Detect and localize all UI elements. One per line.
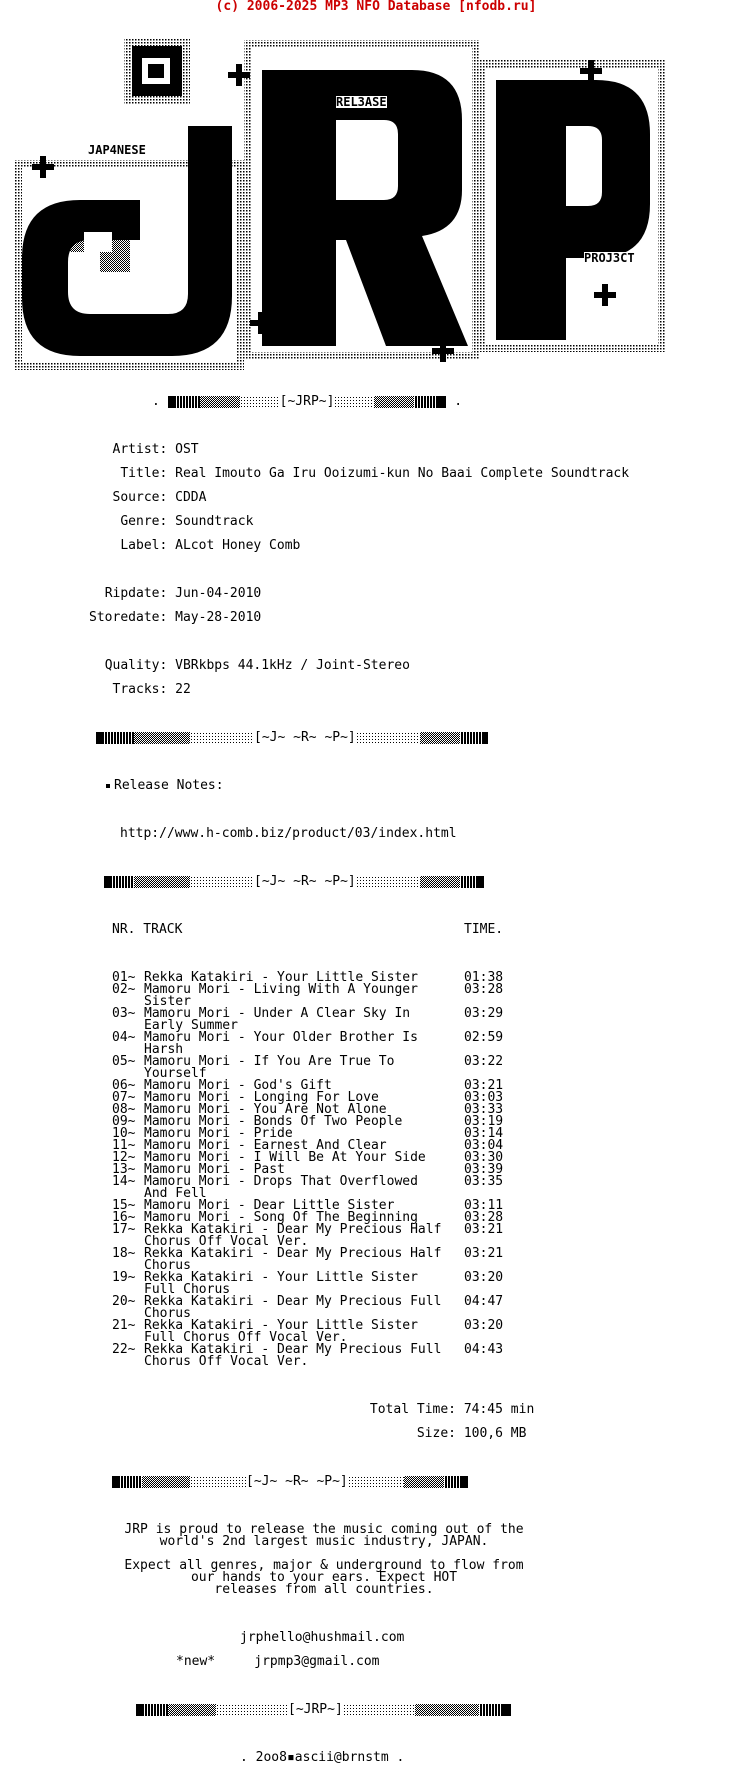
new-label: *new* <box>176 1654 216 1669</box>
track-number: 22~ <box>112 1342 136 1357</box>
track-row <box>0 1176 648 1188</box>
divider-tag: [~J~ ~R~ ~P~] <box>254 874 356 889</box>
release-notes-url[interactable]: http://www.h-comb.biz/product/03/index.html <box>120 826 457 841</box>
track-row <box>0 1032 648 1044</box>
divider-tag: [~J~ ~R~ ~P~] <box>254 730 356 745</box>
nfo-body <box>0 396 648 1776</box>
track-number: 05~ <box>112 1054 136 1069</box>
email-1[interactable]: jrphello@hushmail.com <box>240 1630 405 1645</box>
track-row <box>0 1344 648 1356</box>
track-time: 03:20 <box>464 1318 504 1333</box>
track-time: 03:21 <box>464 1246 504 1261</box>
track-title: Rekka Katakiri - Your Little Sister <box>144 1318 418 1333</box>
track-row <box>0 1272 648 1284</box>
divider-tag: [~JRP~] <box>288 1702 343 1717</box>
track-number: 15~ <box>112 1198 136 1213</box>
track-title: Mamoru Mori - Drops That Overflowed <box>144 1174 418 1189</box>
track-title: Mamoru Mori - Under A Clear Sky In <box>144 1006 411 1021</box>
track-time: 03:33 <box>464 1102 504 1117</box>
track-number: 03~ <box>112 1006 136 1021</box>
divider-tag: [~JRP~] <box>279 394 335 409</box>
track-title: Chorus <box>144 1306 191 1321</box>
track-title: Rekka Katakiri - Dear My Precious Half <box>144 1246 442 1261</box>
track-title: Yourself <box>144 1066 207 1081</box>
track-title: Mamoru Mori - Song Of The Beginning <box>144 1210 418 1225</box>
nfodb-header: (c) 2006-2025 MP3 NFO Database [nfodb.ru] <box>215 0 537 14</box>
info-tracks: Tracks: 22 <box>112 682 191 697</box>
track-title: Chorus <box>144 1258 191 1273</box>
track-number: 02~ <box>112 982 136 997</box>
info-storedate: Storedate: May-28-2010 <box>89 610 262 625</box>
track-time: 04:43 <box>464 1342 504 1357</box>
track-number: 19~ <box>112 1270 136 1285</box>
track-title: Mamoru Mori - Living With A Younger <box>144 982 418 997</box>
track-number: 09~ <box>112 1114 136 1129</box>
track-number: 21~ <box>112 1318 136 1333</box>
track-title: Mamoru Mori - Dear Little Sister <box>144 1198 395 1213</box>
about-line: our hands to your ears. Expect HOT <box>190 1570 458 1585</box>
track-title: Mamoru Mori - Bonds Of Two People <box>144 1114 403 1129</box>
info-artist: Artist: OST <box>112 442 199 457</box>
track-title: Harsh <box>144 1042 184 1057</box>
top-divider: . [~JRP~] . <box>152 394 463 409</box>
track-title: Mamoru Mori - Past <box>144 1162 285 1177</box>
logo-letter-j <box>14 126 244 370</box>
track-row <box>0 1008 648 1020</box>
track-time: 03:35 <box>464 1174 504 1189</box>
track-title: Rekka Katakiri - Dear My Precious Full <box>144 1342 442 1357</box>
track-row <box>0 1152 648 1164</box>
about-line: Expect all genres, major & underground to flow from <box>124 1558 524 1573</box>
footer-credit: 2oo8▪ascii@brnstm <box>255 1750 389 1765</box>
track-title: Mamoru Mori - Your Older Brother Is <box>144 1030 418 1045</box>
bottom-divider <box>0 1704 648 1716</box>
track-number: 08~ <box>112 1102 136 1117</box>
track-number: 06~ <box>112 1078 136 1093</box>
track-row <box>0 1296 648 1308</box>
info-genre: Genre: Soundtrack <box>120 514 254 529</box>
track-time: 03:03 <box>464 1090 504 1105</box>
track-number: 17~ <box>112 1222 136 1237</box>
track-title: Mamoru Mori - Pride <box>144 1126 293 1141</box>
track-time: 02:59 <box>464 1030 504 1045</box>
track-number: 12~ <box>112 1150 136 1165</box>
info-title: Title: Real Imouto Ga Iru Ooizumi-kun No Baai Complete Soundtrack <box>120 466 630 481</box>
about-line <box>0 1548 648 1560</box>
jrp-logo <box>0 0 752 392</box>
track-time: 03:04 <box>464 1138 504 1153</box>
track-title: Mamoru Mori - I Will Be At Your Side <box>144 1150 426 1165</box>
track-title: Chorus Off Vocal Ver. <box>144 1354 309 1369</box>
track-time: 03:11 <box>464 1198 504 1213</box>
track-time: 03:22 <box>464 1054 504 1069</box>
track-number: 01~ <box>112 970 136 985</box>
logo-word-release: REL3ASE <box>336 95 387 109</box>
track-title: Mamoru Mori - You Are Not Alone <box>144 1102 387 1117</box>
track-title: Mamoru Mori - If You Are True To <box>144 1054 395 1069</box>
logo-j-dot <box>124 38 190 104</box>
track-title: Chorus Off Vocal Ver. <box>144 1234 309 1249</box>
info-ripdate: Ripdate: Jun-04-2010 <box>104 586 262 601</box>
track-row-continuation <box>0 1356 648 1368</box>
about-line: JRP is proud to release the music coming out of the <box>124 1522 524 1537</box>
track-title: Full Chorus Off Vocal Ver. <box>144 1330 348 1345</box>
track-row <box>0 1224 648 1236</box>
release-notes-heading: Release Notes: <box>0 780 648 792</box>
track-time: 03:39 <box>464 1162 504 1177</box>
track-time: 03:21 <box>464 1078 504 1093</box>
track-title: Mamoru Mori - Earnest And Clear <box>144 1138 387 1153</box>
track-title: Full Chorus <box>144 1282 231 1297</box>
track-number: 11~ <box>112 1138 136 1153</box>
total-time-row: Total Time: 74:45 min <box>369 1402 535 1417</box>
bullet-square-icon <box>106 784 110 788</box>
track-number: 16~ <box>112 1210 136 1225</box>
track-time: 03:29 <box>464 1006 504 1021</box>
track-title: Rekka Katakiri - Your Little Sister <box>144 970 418 985</box>
track-time: 03:14 <box>464 1126 504 1141</box>
divider-tag: [~J~ ~R~ ~P~] <box>246 1474 348 1489</box>
track-time: 01:38 <box>464 970 504 985</box>
tracklist <box>0 972 648 1368</box>
about-line: releases from all countries. <box>214 1582 434 1597</box>
about-text <box>0 1524 648 1596</box>
section-divider-3 <box>0 1476 648 1488</box>
section-divider-1 <box>0 732 648 744</box>
email-2[interactable]: jrpmp3@gmail.com <box>254 1654 380 1669</box>
track-number: 13~ <box>112 1162 136 1177</box>
track-time: 04:47 <box>464 1294 504 1309</box>
track-time: 03:28 <box>464 1210 504 1225</box>
footer-credit-row: . 2oo8▪ascii@brnstm . <box>240 1750 405 1765</box>
track-time: 03:28 <box>464 982 504 997</box>
track-title: Rekka Katakiri - Dear My Precious Full <box>144 1294 442 1309</box>
track-time: 03:19 <box>464 1114 504 1129</box>
track-number: 18~ <box>112 1246 136 1261</box>
track-time: 03:30 <box>464 1150 504 1165</box>
size-row: Size: 100,6 MB <box>416 1426 527 1441</box>
track-row <box>0 1248 648 1260</box>
tracklist-header: NR. TRACK TIME. <box>112 922 504 937</box>
track-title: Rekka Katakiri - Your Little Sister <box>144 1270 418 1285</box>
info-quality: Quality: VBRkbps 44.1kHz / Joint-Stereo <box>104 658 410 673</box>
track-number: 20~ <box>112 1294 136 1309</box>
section-divider-2 <box>0 876 648 888</box>
track-time: 03:20 <box>464 1270 504 1285</box>
logo-letter-p <box>478 60 666 352</box>
logo-word-project: PROJ3CT <box>584 251 635 265</box>
logo-word-japanese: JAP4NESE <box>88 143 146 157</box>
track-row <box>0 984 648 996</box>
track-title: Rekka Katakiri - Dear My Precious Half <box>144 1222 442 1237</box>
track-title: Mamoru Mori - Longing For Love <box>144 1090 379 1105</box>
track-number: 04~ <box>112 1030 136 1045</box>
email-2-row <box>0 1656 648 1668</box>
info-label: Label: ALcot Honey Comb <box>120 538 301 553</box>
track-title: Early Summer <box>144 1018 238 1033</box>
info-source: Source: CDDA <box>112 490 207 505</box>
track-time: 03:21 <box>464 1222 504 1237</box>
track-number: 07~ <box>112 1090 136 1105</box>
track-row <box>0 1116 648 1128</box>
about-line: world's 2nd largest music industry, JAPAN. <box>159 1534 489 1549</box>
track-title: Sister <box>144 994 191 1009</box>
track-number: 14~ <box>112 1174 136 1189</box>
track-title: And Fell <box>144 1186 207 1201</box>
track-number: 10~ <box>112 1126 136 1141</box>
track-title: Mamoru Mori - God's Gift <box>144 1078 332 1093</box>
track-row <box>0 1056 648 1068</box>
